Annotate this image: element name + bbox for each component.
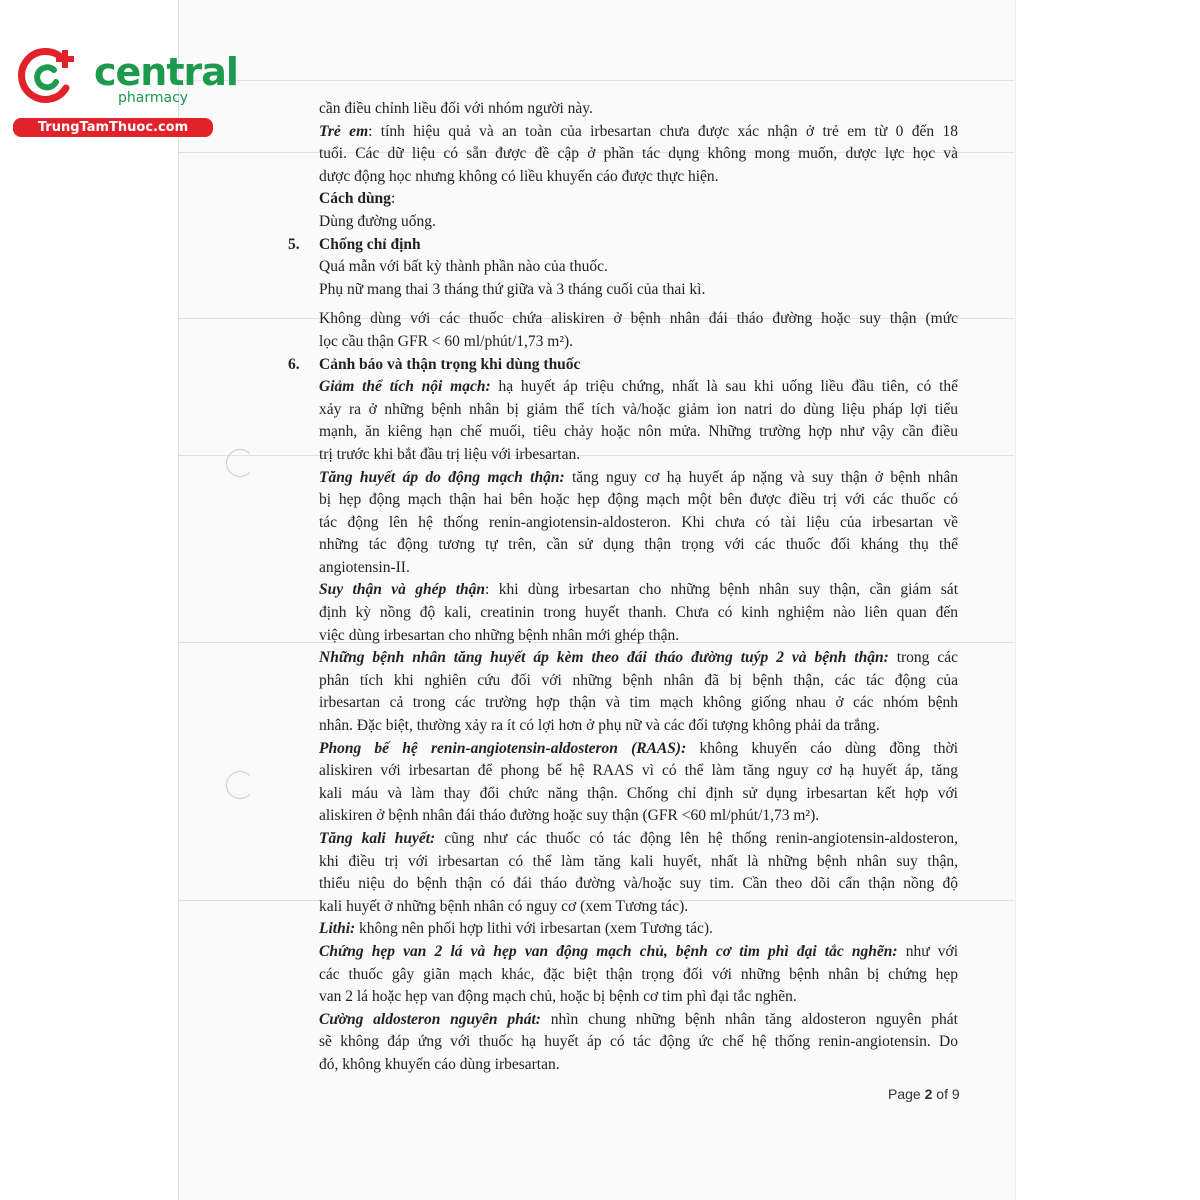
section-number: 6. [288, 355, 300, 373]
section-heading [288, 234, 958, 257]
text-run: : tính hiệu quả và an toàn của irbesartan chưa được xác nhận ở trẻ em từ 0 đến 18 [368, 122, 958, 140]
text-line: irbesartan cả trong các trường hợp thận và tim mạch không giống nhau ở các nhóm bệnh [319, 694, 958, 712]
scan-line [178, 80, 1014, 81]
text-line [288, 188, 958, 211]
text-line [288, 738, 958, 761]
section-number: 5. [288, 235, 300, 253]
text-line: những tác động tương tự trên, cần sử dụng thận trọng với các thuốc đối kháng thụ thể [319, 536, 958, 554]
punch-hole [226, 449, 254, 477]
text-run: như với [897, 942, 958, 960]
text-line: tác động lên hệ thống renin-angiotensin-aldosteron. Khi chưa có tài liệu của irbesartan về [319, 513, 958, 531]
text-line [288, 579, 958, 602]
paragraph-lead: Tăng huyết áp do động mạch thận: [319, 468, 565, 486]
text-run: không nên phối hợp lithi với irbesartan (xem Tương tác). [355, 920, 713, 938]
text-run: : khi dùng irbesartan cho những bệnh nhân suy thận, cần giám sát [485, 581, 958, 599]
pharmacy-logo [8, 36, 238, 136]
text-line: dược động học nhưng không có liều khuyến cáo được thực hiện. [319, 167, 719, 185]
text-line: tuổi. Các dữ liệu có sẵn được đề cập ở phần tác dụng không mong muốn, dược lực học và [319, 145, 958, 163]
pharmacy-logo-icon [14, 44, 78, 108]
text-line [288, 647, 958, 670]
paragraph-lead: Cường aldosteron nguyên phát: [319, 1010, 541, 1028]
text-line: các thuốc gây giãn mạch khác, đặc biệt thận trọng đối với những bệnh nhân bị chứng hẹp [319, 965, 958, 983]
brand-url: TrungTamThuoc.com [13, 118, 213, 137]
text-line: Không dùng với các thuốc chứa aliskiren ở bệnh nhân đái tháo đường hoặc suy thận (mức [319, 310, 958, 328]
text-run: hạ huyết áp triệu chứng, nhất là sau khi uống liều đầu tiên, có thể [490, 378, 959, 396]
text-line: đó, không khuyến cáo dùng irbesartan. [319, 1055, 560, 1073]
page-number-sep: of [936, 1086, 948, 1102]
text-line: aliskiren ở bệnh nhân đái tháo đường hoặc suy thận (GFR <60 ml/phút/1,73 m²). [319, 807, 820, 825]
paragraph-lead: Chứng hẹp van 2 lá và hẹp van động mạch chủ, bệnh cơ tim phì đại tắc nghẽn: [319, 942, 898, 960]
section-heading [288, 354, 958, 377]
punch-hole [226, 771, 254, 799]
text-line: mạnh, ăn kiêng hạn chế muối, tiêu chảy hoặc nôn mửa. Những trường hợp như vậy cần điều [319, 423, 958, 441]
text-line: thiểu niệu do bệnh thận có đái tháo đường và/hoặc suy tim. Cần theo dõi cẩn thận nồng độ [319, 875, 958, 893]
text-line [288, 376, 958, 399]
paragraph-lead: Suy thận và ghép thận [319, 581, 485, 599]
text-run: trong các [888, 649, 959, 667]
text-line [288, 828, 958, 851]
text-line: khi điều trị với irbesartan có thể làm tăng kali huyết, nhất là những bệnh nhân suy thận, [319, 852, 958, 870]
brand-subtitle: pharmacy [118, 90, 189, 106]
text-line: Quá mẫn với bất kỳ thành phần nào của thuốc. [319, 258, 608, 276]
text-line: định kỳ nồng độ kali, creatinin trong huyết thanh. Chưa có kinh nghiệm nào liên quan đến [319, 604, 958, 622]
text-run: cũng như các thuốc có tác động lên hệ thống renin-angiotensin-aldosteron, [435, 830, 958, 847]
text-line: aliskiren với irbesartan để phong bế hệ RAAS vì có thể làm tăng nguy cơ hạ huyết áp, tăng [319, 762, 958, 780]
text-line: angiotensin-II. [319, 558, 410, 576]
section-title: Cảnh báo và thận trọng khi dùng thuốc [319, 355, 581, 373]
text-run: : [390, 190, 396, 208]
document-body [288, 98, 958, 1077]
text-line: Dùng đường uống. [319, 212, 436, 230]
text-line [288, 941, 958, 964]
page-number-total: 9 [951, 1086, 960, 1102]
text-line: kali huyết ở những bệnh nhân có nguy cơ (xem Tương tác). [319, 897, 689, 915]
paragraph-lead: Những bệnh nhân tăng huyết áp kèm theo đái tháo đường tuýp 2 và bệnh thận: [319, 649, 889, 667]
text-line: sẽ không đáp ứng với thuốc hạ huyết áp có tác động ức chế hệ thống renin-angiotensin. Do [319, 1033, 958, 1051]
brand-name: central [94, 50, 238, 94]
text-run: tăng nguy cơ hạ huyết áp nặng và suy thận ở bệnh nhân [564, 468, 959, 486]
paragraph-lead: Trẻ em [319, 122, 369, 140]
text-line: Phụ nữ mang thai 3 tháng thứ giữa và 3 tháng cuối của thai kì. [319, 280, 706, 298]
text-line: việc dùng irbesartan cho những bệnh nhân mới ghép thận. [319, 626, 680, 644]
page-number [888, 1086, 960, 1102]
text-line: cần điều chỉnh liều đối với nhóm người này. [319, 100, 593, 117]
text-run: không khuyến cáo dùng đồng thời [686, 739, 958, 757]
text-line: nhân. Đặc biệt, thường xảy ra ít có lợi hơn ở phụ nữ và các đối tượng không phải da trắng. [319, 717, 880, 735]
section-title: Chống chỉ định [319, 235, 421, 253]
subheading: Cách dùng [319, 190, 391, 208]
text-line [288, 121, 958, 144]
paragraph-lead: Phong bế hệ renin-angiotensin-aldosteron (RAAS): [319, 739, 687, 757]
paragraph-lead: Giảm thể tích nội mạch: [319, 378, 491, 396]
text-line: trị trước khi bắt đầu trị liệu với irbesartan. [319, 445, 581, 463]
text-line: van 2 lá hoặc hẹp van động mạch chủ, hoặc bị bệnh cơ tim phì đại tắc nghẽn. [319, 988, 797, 1006]
text-line [288, 1009, 958, 1032]
text-line [288, 467, 958, 490]
text-line: xảy ra ở những bệnh nhân bị giảm thể tích và/hoặc giảm ion natri do dùng liệu pháp lợi tiểu [319, 400, 958, 418]
text-line [288, 918, 958, 941]
page-number-prefix: Page [888, 1086, 921, 1102]
text-line: phân tích khi nghiên cứu đối với những bệnh nhân đã bị bệnh thận, các tác động của [319, 671, 958, 689]
paragraph-lead: Lithi: [319, 920, 356, 938]
page-number-current: 2 [924, 1086, 933, 1102]
text-line: kali máu và làm thay đổi chức năng thận. Chống chỉ định sử dụng irbesartan kết hợp với [319, 784, 958, 802]
text-line: bị hẹp động mạch thận hai bên hoặc hẹp động mạch một bên được điều trị với các thuốc có [319, 491, 958, 509]
paragraph-lead: Tăng kali huyết: [319, 830, 436, 847]
text-run: nhìn chung những bệnh nhân tăng aldosteron nguyên phát [540, 1010, 958, 1028]
text-line: lọc cầu thận GFR < 60 ml/phút/1,73 m²). [319, 332, 574, 350]
